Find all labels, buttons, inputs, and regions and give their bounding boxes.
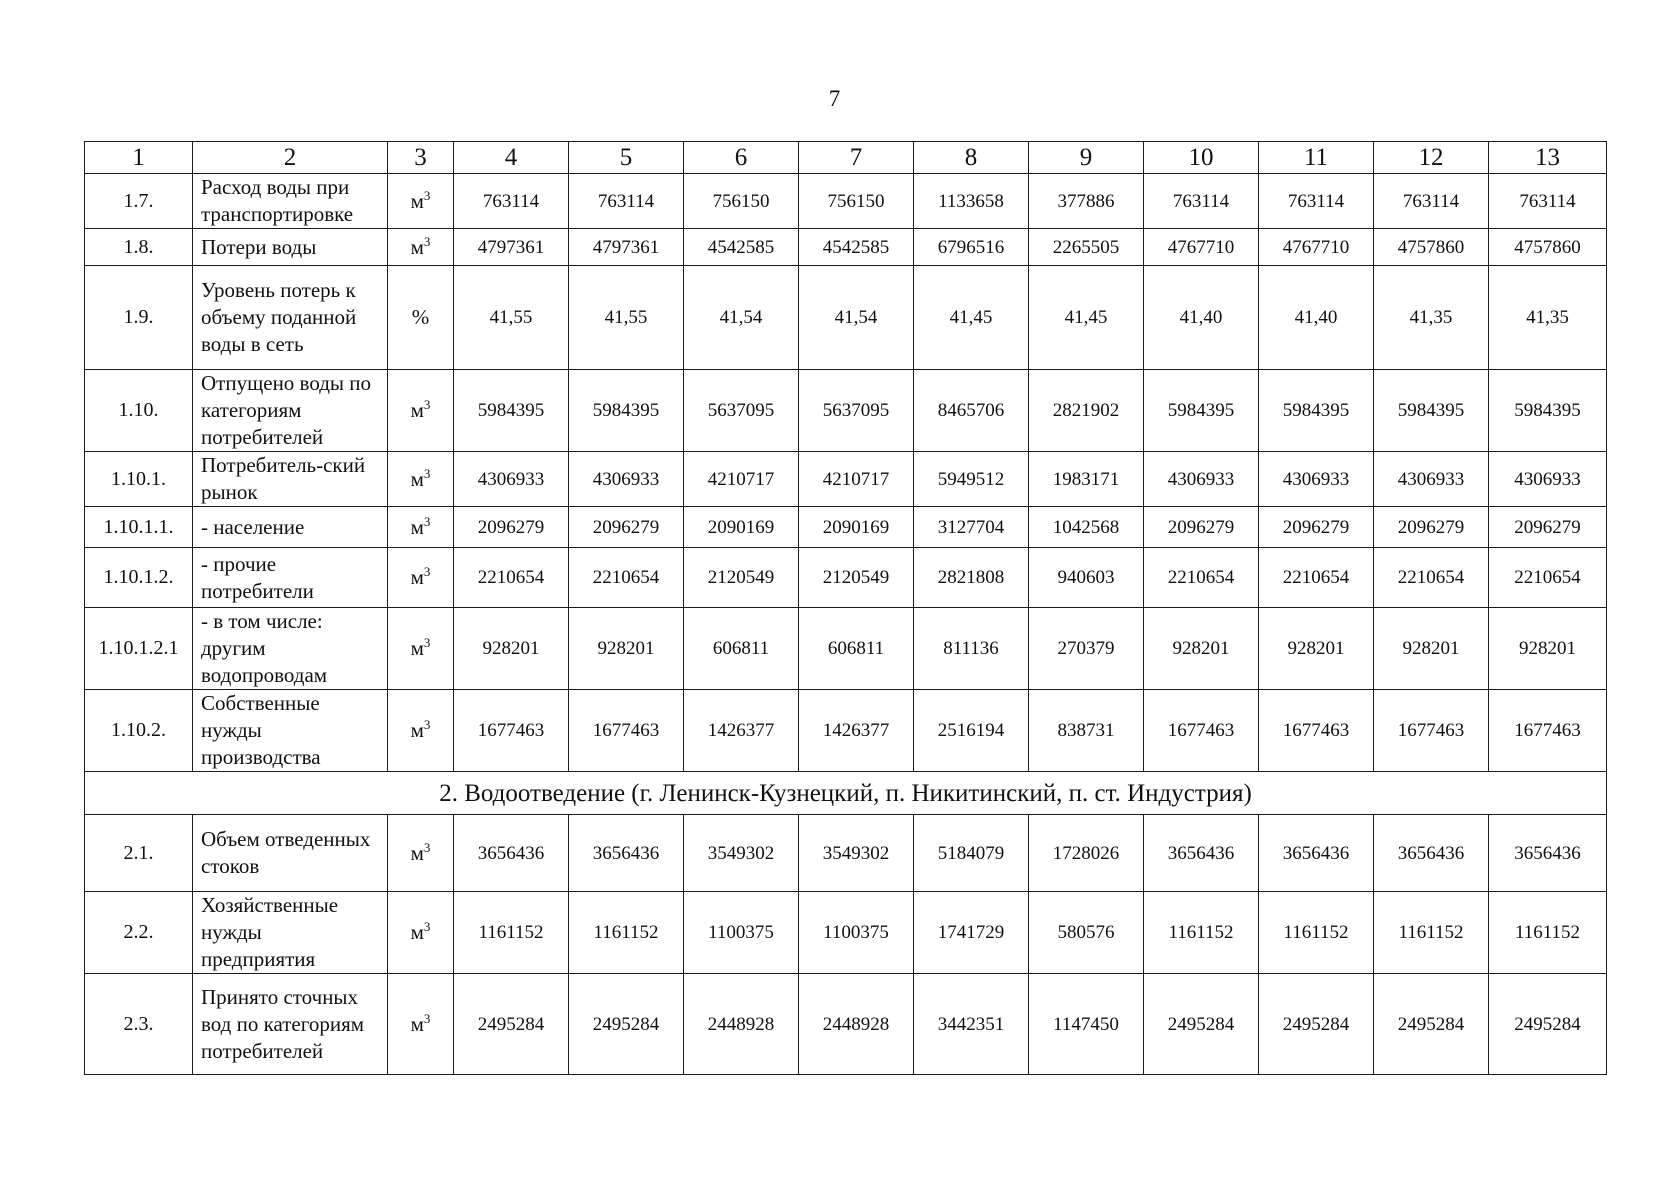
value-cell: 1042568 [1029, 507, 1144, 548]
column-number-header: 9 [1029, 142, 1144, 174]
value-cell: 41,35 [1489, 266, 1607, 370]
value-cell: 928201 [454, 608, 569, 690]
unit-label: м [410, 636, 424, 660]
column-number-header: 2 [193, 142, 388, 174]
value-cell: 2090169 [684, 507, 799, 548]
unit-label: м [410, 840, 424, 865]
row-number: 1.7. [85, 174, 193, 229]
value-cell: 4210717 [684, 452, 799, 507]
column-number-header: 13 [1489, 142, 1607, 174]
value-cell: 4757860 [1489, 229, 1607, 266]
value-cell: 4210717 [799, 452, 914, 507]
value-cell: 41,40 [1144, 266, 1259, 370]
value-cell: 2265505 [1029, 229, 1144, 266]
value-cell: 6796516 [914, 229, 1029, 266]
value-cell: 4797361 [569, 229, 684, 266]
row-name: Потери воды [193, 229, 388, 266]
value-cell: 2448928 [684, 974, 799, 1075]
unit-label: % [411, 305, 430, 329]
value-cell: 2495284 [1144, 974, 1259, 1075]
row-name: - прочие потребители [193, 548, 388, 608]
value-cell: 41,45 [914, 266, 1029, 370]
table-row [85, 370, 1607, 452]
column-number-header: 11 [1259, 142, 1374, 174]
row-number: 1.10.1.1. [85, 507, 193, 548]
value-cell: 4306933 [569, 452, 684, 507]
value-cell: 3442351 [914, 974, 1029, 1075]
value-cell: 2096279 [1489, 507, 1607, 548]
value-cell: 756150 [799, 174, 914, 229]
unit-superscript: 3 [423, 465, 431, 481]
value-cell: 5984395 [569, 370, 684, 452]
row-number: 1.8. [85, 229, 193, 266]
value-cell: 41,45 [1029, 266, 1144, 370]
unit-superscript: 3 [423, 564, 431, 579]
unit-label: м [410, 466, 424, 491]
value-cell: 940603 [1029, 548, 1144, 608]
value-cell: 2495284 [454, 974, 569, 1075]
value-cell: 1161152 [454, 892, 569, 974]
value-cell: 2096279 [454, 507, 569, 548]
unit-label: м [410, 565, 424, 589]
value-cell: 763114 [569, 174, 684, 229]
unit-label: м [410, 514, 424, 539]
value-cell: 3127704 [914, 507, 1029, 548]
value-cell: 763114 [1489, 174, 1607, 229]
value-cell: 1677463 [1144, 690, 1259, 772]
row-number: 2.3. [85, 974, 193, 1075]
unit-superscript: 3 [423, 919, 431, 934]
table-row [85, 507, 1607, 548]
column-number-header: 12 [1374, 142, 1489, 174]
table-row [85, 548, 1607, 608]
value-cell: 41,55 [569, 266, 684, 370]
value-cell: 5984395 [454, 370, 569, 452]
value-cell: 2495284 [1374, 974, 1489, 1075]
value-cell: 2096279 [569, 507, 684, 548]
value-cell: 2096279 [1144, 507, 1259, 548]
unit-cell [388, 266, 454, 370]
value-cell: 41,40 [1259, 266, 1374, 370]
value-cell: 1161152 [1489, 892, 1607, 974]
row-name: Принято сточных вод по категориям потребителей [193, 974, 388, 1075]
column-number-header: 3 [388, 142, 454, 174]
row-name: Уровень потерь к объему поданной воды в сеть [193, 266, 388, 370]
value-cell: 3656436 [1489, 815, 1607, 892]
value-cell: 5637095 [799, 370, 914, 452]
value-cell: 1677463 [1489, 690, 1607, 772]
table-body [85, 142, 1607, 1075]
row-number: 1.10.2. [85, 690, 193, 772]
value-cell: 5984395 [1489, 370, 1607, 452]
value-cell: 763114 [1144, 174, 1259, 229]
value-cell: 2448928 [799, 974, 914, 1075]
row-name: Потребитель-ский рынок [193, 452, 388, 507]
table-row [85, 229, 1607, 266]
column-number-header: 8 [914, 142, 1029, 174]
unit-superscript: 3 [423, 187, 431, 203]
row-name: - в том числе: другим водопроводам [193, 608, 388, 690]
value-cell: 1161152 [1259, 892, 1374, 974]
value-cell: 4306933 [1374, 452, 1489, 507]
row-number: 2.2. [85, 892, 193, 974]
unit-label: м [410, 1011, 424, 1036]
value-cell: 928201 [1144, 608, 1259, 690]
value-cell: 5984395 [1144, 370, 1259, 452]
value-cell: 41,35 [1374, 266, 1489, 370]
table-row [85, 815, 1607, 892]
unit-cell [388, 229, 454, 266]
value-cell: 1161152 [1374, 892, 1489, 974]
value-cell: 1426377 [799, 690, 914, 772]
unit-label: м [410, 188, 424, 213]
column-number-header: 4 [454, 142, 569, 174]
section-header-row [85, 772, 1607, 815]
value-cell: 1161152 [1144, 892, 1259, 974]
column-number-header: 10 [1144, 142, 1259, 174]
value-cell: 4767710 [1259, 229, 1374, 266]
value-cell: 1677463 [454, 690, 569, 772]
value-cell: 4542585 [799, 229, 914, 266]
value-cell: 2210654 [1374, 548, 1489, 608]
value-cell: 3656436 [454, 815, 569, 892]
value-cell: 3549302 [684, 815, 799, 892]
value-cell: 3656436 [1259, 815, 1374, 892]
value-cell: 41,54 [684, 266, 799, 370]
table-row [85, 608, 1607, 690]
unit-superscript: 3 [423, 635, 431, 650]
value-cell: 2210654 [1259, 548, 1374, 608]
unit-cell [388, 370, 454, 452]
value-cell: 8465706 [914, 370, 1029, 452]
value-cell: 2120549 [799, 548, 914, 608]
value-cell: 41,54 [799, 266, 914, 370]
value-cell: 1677463 [1374, 690, 1489, 772]
value-cell: 3656436 [1374, 815, 1489, 892]
value-cell: 1741729 [914, 892, 1029, 974]
unit-cell [388, 507, 454, 548]
unit-cell [388, 174, 454, 229]
value-cell: 2210654 [454, 548, 569, 608]
value-cell: 1728026 [1029, 815, 1144, 892]
value-cell: 2821902 [1029, 370, 1144, 452]
unit-cell [388, 608, 454, 690]
value-cell: 1100375 [799, 892, 914, 974]
column-number-row [85, 142, 1607, 174]
value-cell: 270379 [1029, 608, 1144, 690]
column-number-header: 6 [684, 142, 799, 174]
row-name: Собственные нужды производства [193, 690, 388, 772]
unit-cell [388, 690, 454, 772]
value-cell: 838731 [1029, 690, 1144, 772]
value-cell: 3549302 [799, 815, 914, 892]
unit-label: м [410, 234, 424, 259]
value-cell: 3656436 [1144, 815, 1259, 892]
row-name: - население [193, 507, 388, 548]
section-title: 2. Водоотведение (г. Ленинск-Кузнецкий, п. Никитинский, п. ст. Индустрия) [85, 772, 1607, 815]
value-cell: 2495284 [569, 974, 684, 1075]
row-number: 1.10.1. [85, 452, 193, 507]
table-row [85, 974, 1607, 1075]
value-cell: 2090169 [799, 507, 914, 548]
table-row [85, 690, 1607, 772]
table-row [85, 266, 1607, 370]
value-cell: 756150 [684, 174, 799, 229]
unit-cell [388, 548, 454, 608]
row-name: Отпущено воды по категориям потребителей [193, 370, 388, 452]
value-cell: 2495284 [1489, 974, 1607, 1075]
value-cell: 1147450 [1029, 974, 1144, 1075]
table-row [85, 452, 1607, 507]
value-cell: 763114 [454, 174, 569, 229]
column-number-header: 7 [799, 142, 914, 174]
value-cell: 928201 [569, 608, 684, 690]
value-cell: 2821808 [914, 548, 1029, 608]
row-name: Хозяйственные нужды предприятия [193, 892, 388, 974]
row-number: 2.1. [85, 815, 193, 892]
row-number: 1.9. [85, 266, 193, 370]
value-cell: 4542585 [684, 229, 799, 266]
value-cell: 5949512 [914, 452, 1029, 507]
value-cell: 1133658 [914, 174, 1029, 229]
value-cell: 763114 [1259, 174, 1374, 229]
value-cell: 4306933 [454, 452, 569, 507]
value-cell: 2096279 [1374, 507, 1489, 548]
value-cell: 606811 [684, 608, 799, 690]
value-cell: 1677463 [569, 690, 684, 772]
unit-superscript: 3 [423, 1010, 431, 1026]
value-cell: 811136 [914, 608, 1029, 690]
value-cell: 2210654 [1144, 548, 1259, 608]
row-number: 1.10.1.2.1 [85, 608, 193, 690]
value-cell: 5984395 [1259, 370, 1374, 452]
value-cell: 580576 [1029, 892, 1144, 974]
value-cell: 1983171 [1029, 452, 1144, 507]
value-cell: 2210654 [1489, 548, 1607, 608]
column-number-header: 5 [569, 142, 684, 174]
unit-cell [388, 452, 454, 507]
value-cell: 5637095 [684, 370, 799, 452]
value-cell: 4797361 [454, 229, 569, 266]
table-row [85, 174, 1607, 229]
value-cell: 763114 [1374, 174, 1489, 229]
unit-label: м [410, 920, 424, 944]
value-cell: 928201 [1259, 608, 1374, 690]
column-number-header: 1 [85, 142, 193, 174]
row-name: Объем отведенных стоков [193, 815, 388, 892]
value-cell: 4306933 [1259, 452, 1374, 507]
row-number: 1.10.1.2. [85, 548, 193, 608]
unit-cell [388, 815, 454, 892]
value-cell: 2210654 [569, 548, 684, 608]
value-cell: 1100375 [684, 892, 799, 974]
unit-cell [388, 892, 454, 974]
unit-superscript: 3 [423, 513, 431, 529]
value-cell: 928201 [1374, 608, 1489, 690]
indicators-table [84, 141, 1607, 1075]
value-cell: 2120549 [684, 548, 799, 608]
value-cell: 3656436 [569, 815, 684, 892]
value-cell: 1426377 [684, 690, 799, 772]
value-cell: 928201 [1489, 608, 1607, 690]
row-number: 1.10. [85, 370, 193, 452]
value-cell: 606811 [799, 608, 914, 690]
value-cell: 2516194 [914, 690, 1029, 772]
unit-cell [388, 974, 454, 1075]
unit-superscript: 3 [423, 397, 431, 412]
value-cell: 2096279 [1259, 507, 1374, 548]
value-cell: 41,55 [454, 266, 569, 370]
unit-superscript: 3 [423, 839, 431, 855]
value-cell: 4306933 [1144, 452, 1259, 507]
value-cell: 4306933 [1489, 452, 1607, 507]
value-cell: 5984395 [1374, 370, 1489, 452]
value-cell: 2495284 [1259, 974, 1374, 1075]
page-number: 7 [828, 86, 841, 111]
unit-superscript: 3 [423, 717, 431, 732]
row-name: Расход воды при транспортировке [193, 174, 388, 229]
unit-label: м [410, 718, 424, 742]
value-cell: 377886 [1029, 174, 1144, 229]
value-cell: 5184079 [914, 815, 1029, 892]
value-cell: 1161152 [569, 892, 684, 974]
table-row [85, 892, 1607, 974]
value-cell: 1677463 [1259, 690, 1374, 772]
unit-label: м [410, 398, 424, 422]
value-cell: 4767710 [1144, 229, 1259, 266]
unit-superscript: 3 [423, 233, 431, 249]
value-cell: 4757860 [1374, 229, 1489, 266]
